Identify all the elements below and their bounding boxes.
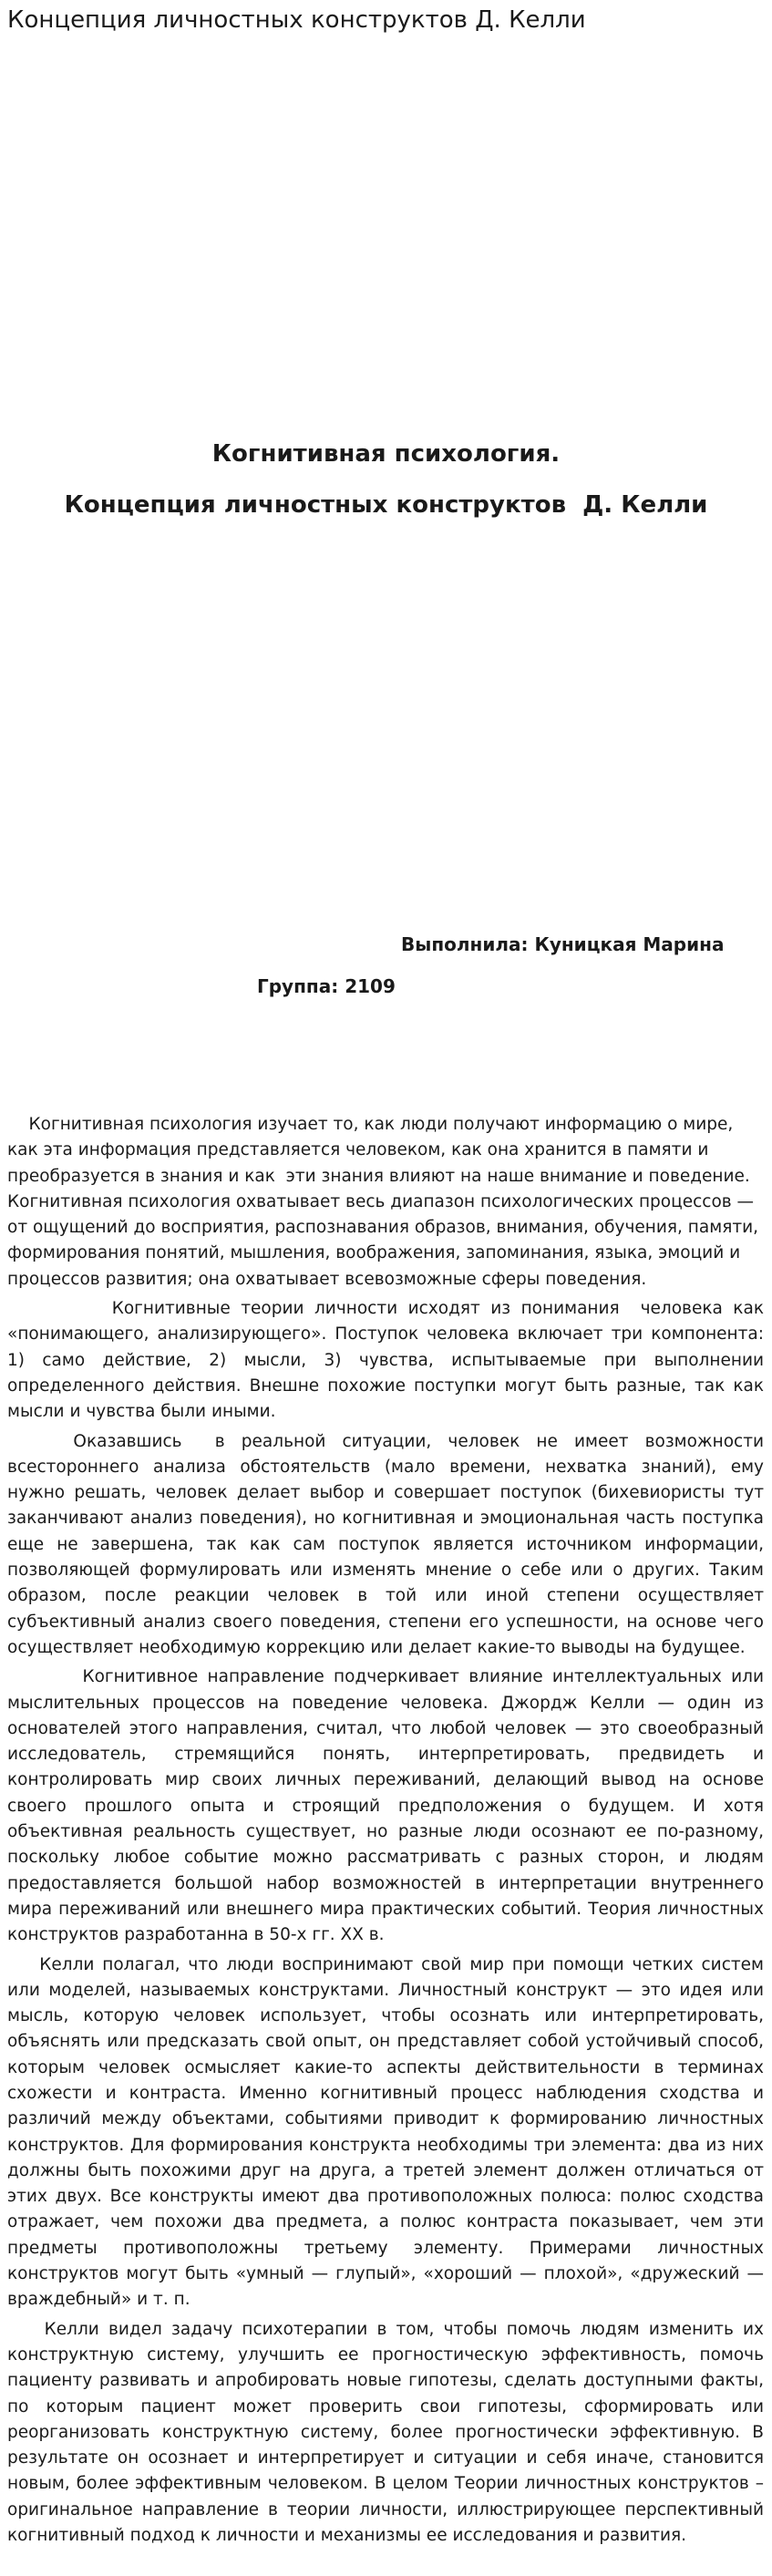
performer-line: Выполнила: Куницкая Марина: [401, 933, 725, 955]
document-header-title: Концепция личностных конструктов Д. Келли: [7, 6, 586, 34]
subtitle: Концепция личностных конструктов Д. Келли: [64, 491, 708, 519]
document-body: [7, 1112, 769, 2552]
paragraph-1: Когнитивная психология изучает то, как люди получают информацию о мире, как эта информация представляется человеком, как она хранится в памяти и преобразуется в знания и как эти знания влияют на наше внимание и поведение. Когнитивная психология охватывает весь диапазон психологических процессов — от ощущений до восприятия, распознавания образов, внимания, обучения, памяти, формирования понятий, мышления, воображения, запоминания, языка, эмоций и процессов развития; она охватывает всевозможные сферы поведения.: [7, 1115, 764, 1289]
group-line: Группа: 2109: [257, 975, 396, 997]
paragraph-2: Когнитивные теории личности исходят из понимания человека как «понимающего, анализирующего». Поступок человека включает три компонента: 1) само действие, 2) мысли, 3) чувства, испытываемые при выполнении определенного действия. Внешне похожие поступки могут быть разные, так как мысли и чувства были иными.: [7, 1299, 769, 1422]
paragraph-6: Келли видел задачу психотерапии в том, чтобы помочь людям изменить их конструктную систему, улучшить ее прогностическую эффективность, помочь пациенту развивать и апробировать новые гипотезы, сделать доступными факты, по которым пациент может проверить свои гипотезы, сформировать или реорганизовать конструктную систему, более прогностически эффективную. В результате он осознает и интерпретирует и ситуации и себя иначе, становится новым, более эффективным человеком. В целом Теории личностных конструктов – оригинальное направление в теории личности, иллюстрирующее перспективный когнитивный подход к личности и механизмы ее исследования и развития.: [7, 2319, 769, 2546]
paragraph-4: Когнитивное направление подчеркивает влияние интеллектуальных или мыслительных процессов на поведение человека. Джордж Келли — один из основателей этого направления, считал, что любой человек — это своеобразный исследователь, стремящийся понять, интерпретировать, предвидеть и контролировать мир своих личных переживаний, делающий вывод на основе своего прошлого опыта и строящий предположения о будущем. И хотя объективная реальность существует, но разные люди осознают ее по-разному, поскольку любое событие можно рассматривать с разных сторон, и людям предоставляется большой набор возможностей в интерпретации внутреннего мира переживаний или внешнего мира практических событий. Теория личностных конструктов разработанна в 50-х гг. XX в.: [7, 1667, 769, 1945]
title-block: [0, 436, 772, 523]
paragraph-5: Келли полагал, что люди воспринимают свой мир при помощи четких систем или моделей, называемых конструктами. Личностный конструкт — это идея или мысль, которую человек использует, чтобы осознать или интерпретировать, объяснять или предсказать свой опыт, он представляет собой устойчивый способ, которым человек осмысляет какие-то аспекты действительности в терминах схожести и контраста. Именно когнитивный процесс наблюдения сходства и различий между объектами, событиями приводит к формированию личностных конструктов. Для формирования конструкта необходимы три элемента: два из них должны быть похожими друг на друга, а третей элемент должен отличаться от этих двух. Все конструкты имеют два противоположных полюса: полюс сходства отражает, чем похожи два предмета, а полюс контраста показывает, чем эти предметы противоположны третьему элементу. Примерами личностных конструктов могут быть «умный — глупый», «хороший — плохой», «дружеский — враждебный» и т. п.: [7, 1954, 769, 2310]
main-title: Когнитивная психология.: [211, 440, 561, 468]
paragraph-3: Оказавшись в реальной ситуации, человек не имеет возможности всестороннего анализа обстоятельств (мало времени, нехватка знаний), ему нужно решать, человек делает выбор и совершает поступок (бихевиористы тут заканчивают анализ поведения), но когнитивная и эмоциональная часть поступка еще не завершена, так как сам поступок является источником информации, позволяющей формулировать или изменять мнение о себе или о других. Таким образом, после реакции человек в той или иной степени осуществляет субъективный анализ своего поведения, степени его успешности, на основе чего осуществляет необходимую коррекцию или делает какие-то выводы на будущее.: [7, 1431, 769, 1657]
